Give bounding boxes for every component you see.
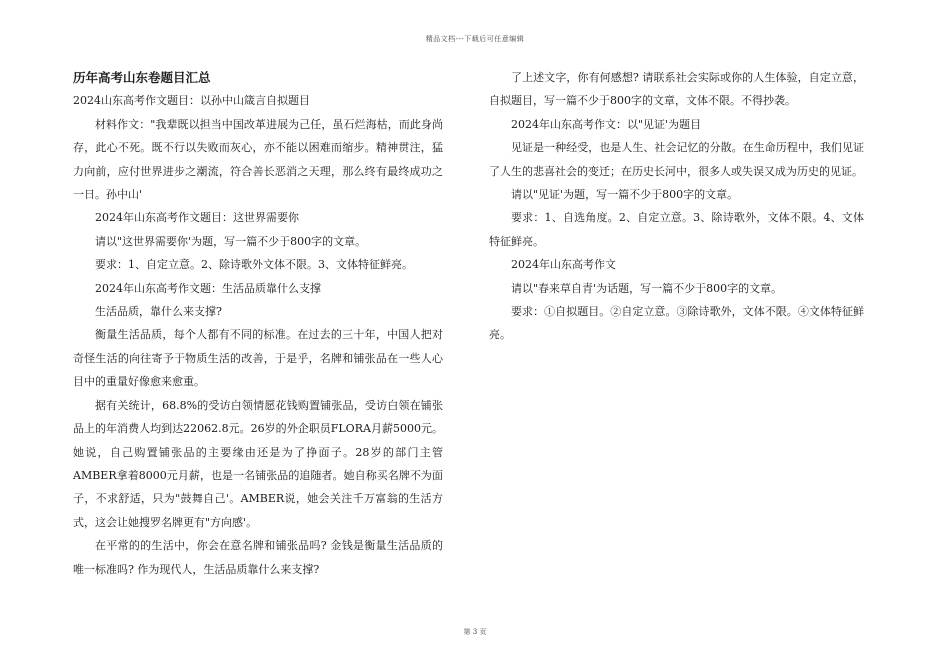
spring-instruction-paragraph: 请以"春来草自青'为话题，写一篇不少于800字的文章。 [511,281,783,295]
prompt-heading-spring-grass: 2024年山东高考作文 [511,258,616,272]
statistics-paragraph: 据有关统计，68.8%的受访白领情愿花钱购置铺张品，受访白领在铺张品上的年消费人均到达22062.8元。26岁的外企职员FLORA月薪5000元。她说，自己购置铺张品的主要缘由还是为了挣面子。28岁的部门主管AMBER拿着8000元月薪，也是一名铺张品的追随者。她自称买名牌不为面子，不求舒适，只为"鼓舞自己'。AMBER说，她会关注千万富翁的生活方式，这会让她搜罗名牌更有"方向感'。 [73,398,443,529]
body-paragraph: 衡量生活品质，每个人都有不同的标准。在过去的三十年，中国人把对奇怪生活的向往寄予于物质生活的改善，于是乎，名牌和铺张品在一些人心目中的重量好像愈来愈重。 [73,328,443,389]
prompt-heading-witness: 2024年山东高考作文：以"见证'为题目 [511,117,702,131]
continuation-paragraph: 了上述文字，你有何感想? 请联系社会实际或你的人生体验，自定立意，自拟题目，写一篇不少于800字的文章，文体不限。不得抄袭。 [489,71,864,108]
prompt-heading-world-needs-you: 2024年山东高考作文题目：这世界需要你 [95,211,299,225]
prompt-heading-life-quality: 2024年山东高考作文题：生活品质靠什么支撑 [95,281,321,295]
left-column [73,66,443,581]
witness-requirements-paragraph: 要求：1、自选角度。2、自定立意。3、除诗歌外，文体不限。4、文体特征鲜亮。 [489,211,864,248]
page-number: 第 3 页 [463,628,487,636]
question-paragraph: 生活品质，靠什么来支撑? [95,305,222,319]
right-column [489,66,864,347]
witness-material-paragraph: 见证是一种经受，也是人生、社会记忆的分散。在生命历程中，我们见证了人生的悲喜社会的变迁；在历史长河中，很多人或失误又成为历史的见证。 [489,141,864,178]
page-header: 精品文档---下载后可任意编辑 [425,35,525,43]
material-paragraph: 材料作文："我辈既以担当中国改革进展为己任，虽石烂海枯，而此身尚存，此心不死。既不行以失败而灰心，亦不能以困难而缩步。精神贯注，猛力向前，应付世界进步之潮流，符合善长恶消之天理，那么终有最终成功之一日。孙中山' [73,117,443,202]
instruction-paragraph: 请以"这世界需要你'为题，写一篇不少于800字的文章。 [95,234,367,248]
spring-requirements-paragraph: 要求：①自拟题目。②自定立意。③除诗歌外，文体不限。④文体特征鲜亮。 [489,305,864,342]
witness-instruction-paragraph: 请以"见证'为题，写一篇不少于800字的文章。 [511,188,739,202]
requirements-paragraph: 要求：1、自定立意。2、除诗歌外文体不限。3、文体特征鲜亮。 [95,258,413,272]
prompt-heading-2024-sun-yat-sen: 2024山东高考作文题目：以孙中山箴言自拟题目 [73,94,310,108]
document-title: 历年高考山东卷题目汇总 [73,70,211,85]
question-paragraph-2: 在平常的的生活中，你会在意名牌和铺张品吗? 金钱是衡量生活品质的唯一标准吗? 作为现代人，生活品质靠什么来支撑? [73,539,443,576]
